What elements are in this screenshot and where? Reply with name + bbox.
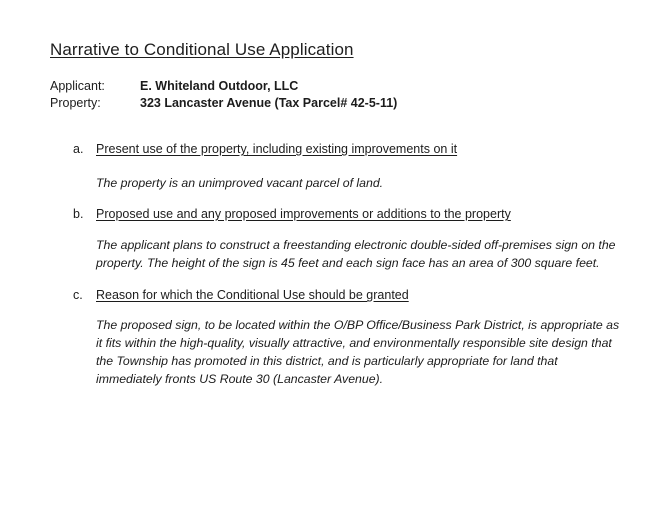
item-b-body: The applicant plans to construct a freestanding electronic double-sided off-premises sign on the property. The height of the sign is 45 feet and each sign face has an area of 300 square feet.: [96, 238, 616, 270]
applicant-label: Applicant:: [50, 79, 105, 93]
property-value: 323 Lancaster Avenue (Tax Parcel# 42-5-11): [140, 96, 398, 110]
property-label: Property:: [50, 96, 101, 110]
item-b-heading: Proposed use and any proposed improvements or additions to the property: [96, 207, 511, 221]
item-b-marker: b.: [73, 207, 84, 221]
item-a-heading: Present use of the property, including existing improvements on it: [96, 142, 458, 156]
item-a-marker: a.: [73, 142, 84, 156]
item-c-heading: Reason for which the Conditional Use should be granted: [96, 288, 409, 302]
item-a-body: The property is an unimproved vacant parcel of land.: [96, 176, 384, 190]
applicant-value: E. Whiteland Outdoor, LLC: [140, 79, 299, 93]
document-title: Narrative to Conditional Use Application: [50, 40, 354, 59]
item-c-body: The proposed sign, to be located within the O/BP Office/Business Park District, is appropriate as it fits within the high-quality, visually attractive, and environmentally responsible site design that the Township has promoted in this district, and is particularly appropriate for land that immediately fronts US Route 30 (Lancaster Avenue).: [96, 318, 620, 386]
item-c-marker: c.: [73, 288, 83, 302]
